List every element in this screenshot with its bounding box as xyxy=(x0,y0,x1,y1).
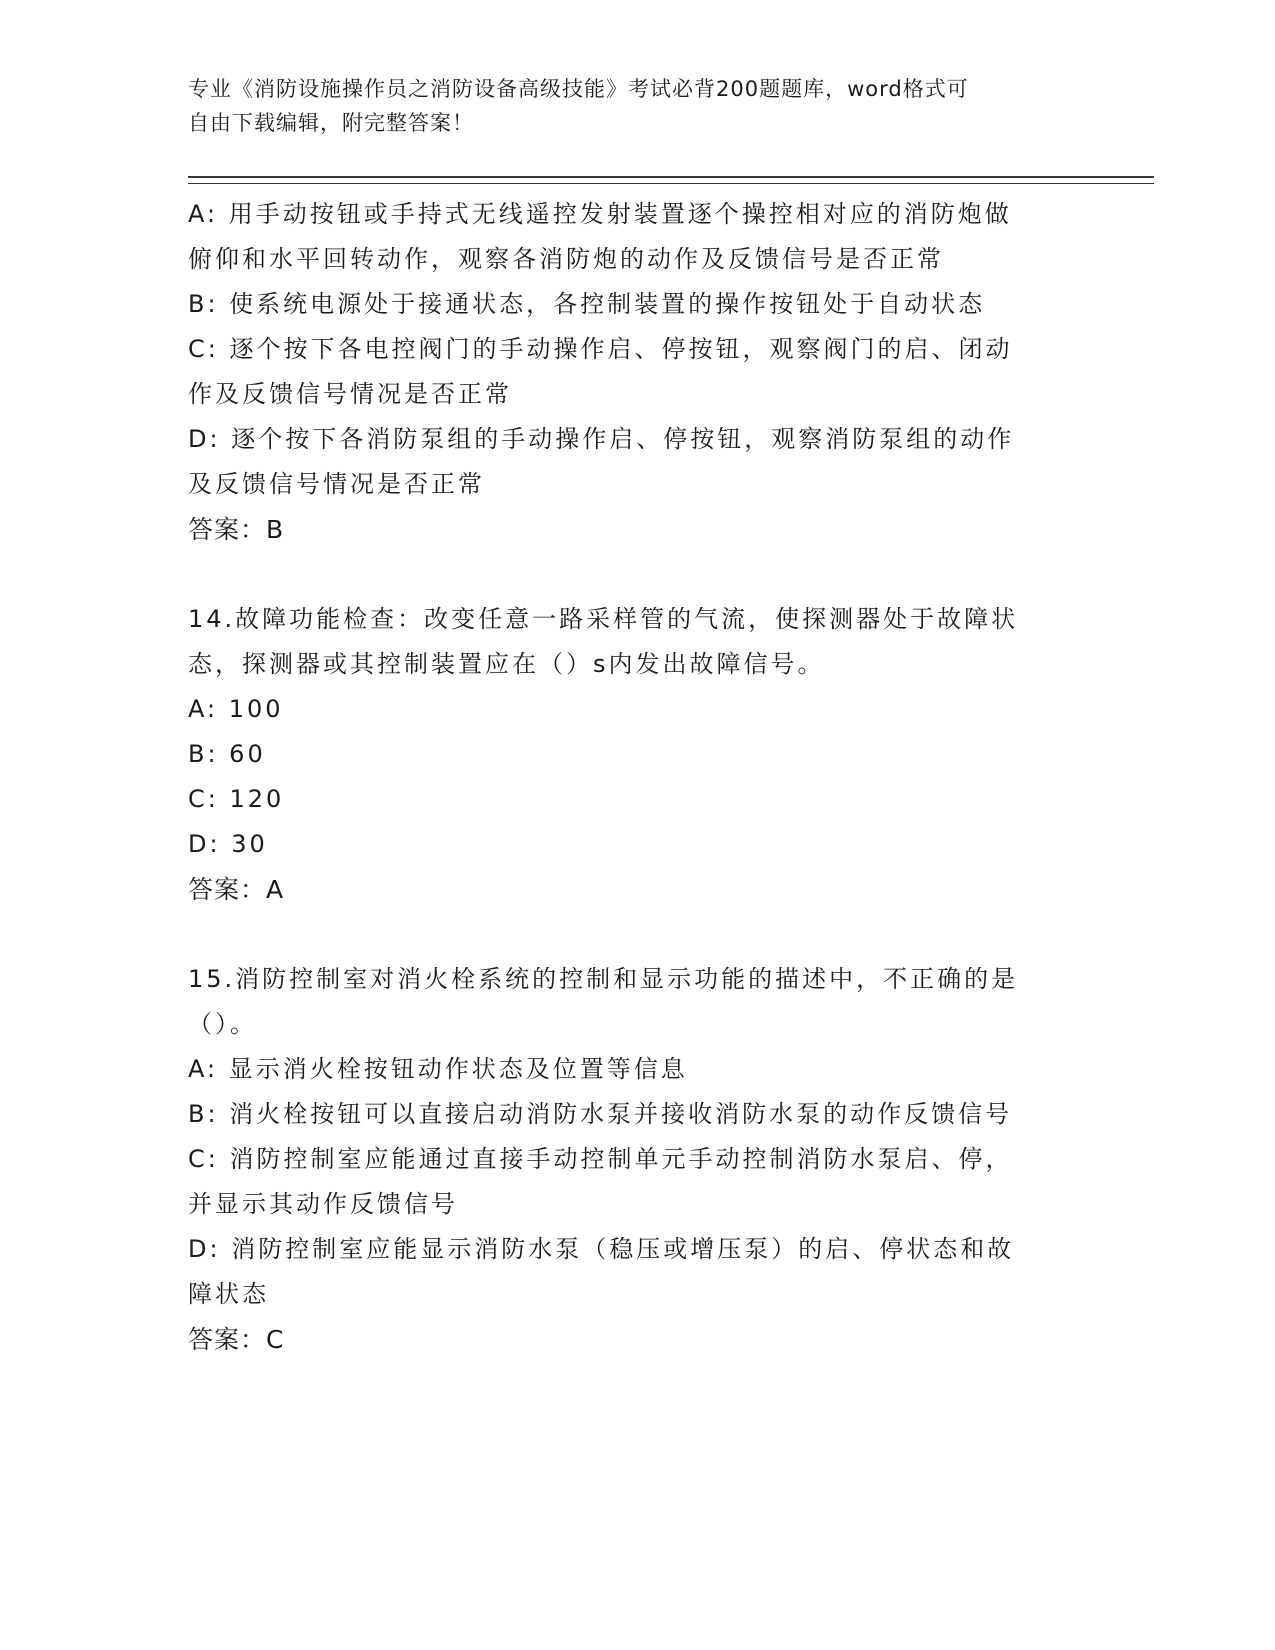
header-line-2: 自由下载编辑，附完整答案！ xyxy=(188,111,474,135)
q13-option-b: B: 使系统电源处于接通状态，各控制装置的操作按钮处于自动状态 xyxy=(188,290,986,318)
q14-option-d: D: 30 xyxy=(188,830,268,858)
header-line-1: 专业《消防设施操作员之消防设备高级技能》考试必背200题题库，word格式可 xyxy=(188,77,969,101)
header-divider-thin xyxy=(188,183,1154,184)
q14-option-c: C: 120 xyxy=(188,785,285,813)
q15-option-d-line-1: D: 消防控制室应能显示消防水泵（稳压或增压泵）的启、停状态和故 xyxy=(188,1235,1015,1263)
q14-stem-line-1: 14.故障功能检查：改变任意一路采样管的气流，使探测器处于故障状 xyxy=(188,605,1019,633)
q13-option-a-line-2: 俯仰和水平回转动作，观察各消防炮的动作及反馈信号是否正常 xyxy=(188,245,944,273)
q14-stem-line-2: 态，探测器或其控制装置应在（）s内发出故障信号。 xyxy=(188,650,825,678)
q15-option-a: A: 显示消火栓按钮动作状态及位置等信息 xyxy=(188,1055,688,1083)
question-list xyxy=(188,192,1068,1362)
q13-option-d-line-1: D: 逐个按下各消防泵组的手动操作启、停按钮，观察消防泵组的动作 xyxy=(188,425,1015,453)
q15-stem-line-1: 15.消防控制室对消火栓系统的控制和显示功能的描述中，不正确的是 xyxy=(188,965,1019,993)
question-15-block xyxy=(188,957,1068,1362)
q14-option-a: A: 100 xyxy=(188,695,284,723)
q14-answer: 答案：A xyxy=(188,875,285,904)
document-header xyxy=(188,72,1068,140)
q15-option-c-line-2: 并显示其动作反馈信号 xyxy=(188,1190,458,1218)
q15-answer: 答案：C xyxy=(188,1325,285,1354)
header-divider-thick xyxy=(188,176,1154,178)
q15-option-d-line-2: 障状态 xyxy=(188,1280,269,1308)
q13-answer: 答案：B xyxy=(188,515,285,544)
q14-option-b: B: 60 xyxy=(188,740,266,768)
q13-option-c-line-2: 作及反馈信号情况是否正常 xyxy=(188,380,512,408)
q15-stem-line-2: （）。 xyxy=(188,1010,257,1038)
q15-option-b: B: 消火栓按钮可以直接启动消防水泵并接收消防水泵的动作反馈信号 xyxy=(188,1100,1013,1128)
q13-option-d-line-2: 及反馈信号情况是否正常 xyxy=(188,470,485,498)
q13-option-a-line-1: A: 用手动按钮或手持式无线遥控发射装置逐个操控相对应的消防炮做 xyxy=(188,200,1012,228)
q15-option-c-line-1: C: 消防控制室应能通过直接手动控制单元手动控制消防水泵启、停， xyxy=(188,1145,1013,1173)
question-13-block xyxy=(188,192,1068,552)
question-14-block xyxy=(188,597,1068,912)
q13-option-c-line-1: C: 逐个按下各电控阀门的手动操作启、停按钮，观察阀门的启、闭动 xyxy=(188,335,1013,363)
